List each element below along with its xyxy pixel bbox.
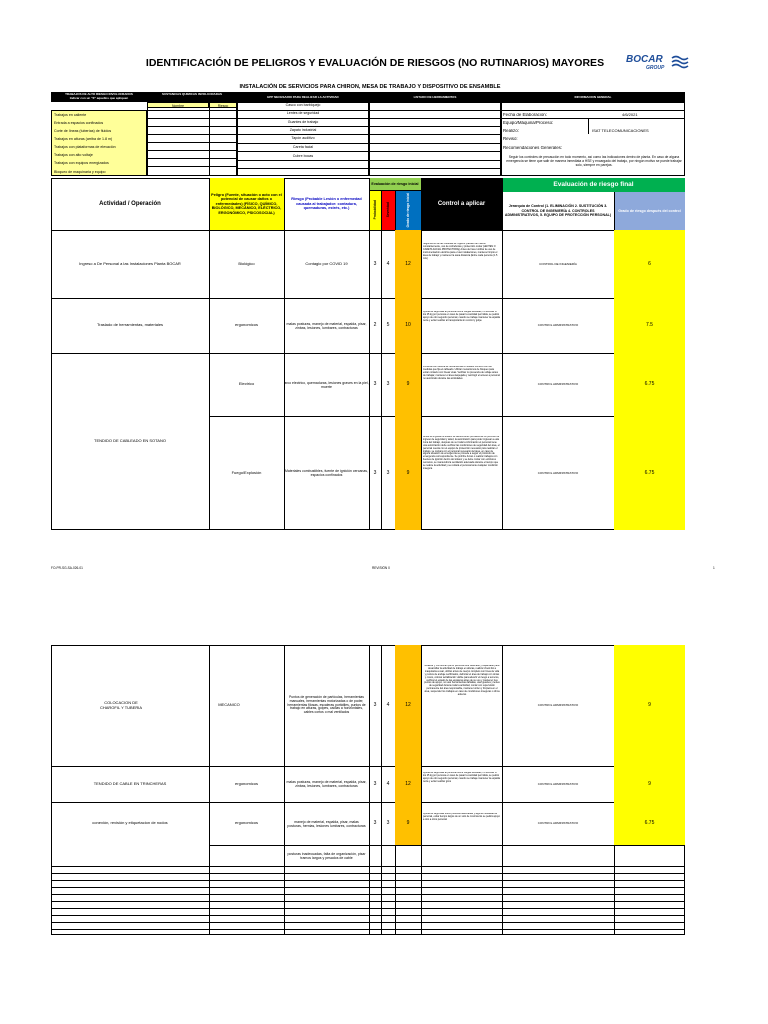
actividad-cell: TENDIDO DE CABLE EN TRINCHERAS <box>93 780 167 786</box>
alto-riesgo-item: Trabajos con equipos energizados <box>54 161 109 165</box>
row-line <box>51 894 685 895</box>
grado-final-text: Grado de riesgo después del control <box>618 208 681 213</box>
jerarquia-cell: CONTROL DE INGENIERÍA <box>539 261 577 266</box>
probabilidad-cell: 3 <box>373 381 377 388</box>
grid-line <box>209 102 210 176</box>
actividad-cell: conexión, revisión y etiquetacion de nodos <box>92 820 168 826</box>
control-header-text: Control a aplicar <box>437 200 486 207</box>
probabilidad-cell: 3 <box>373 780 377 787</box>
bocar-logo <box>624 52 694 76</box>
grid-line <box>147 134 237 135</box>
grado-final-cell: 9 <box>614 645 685 766</box>
epp-item: Cubre bocas <box>292 154 314 158</box>
herramientas-grid <box>369 102 501 176</box>
nombre-label: Nombre <box>147 102 209 108</box>
eval-final-header <box>502 178 685 192</box>
row-line <box>51 873 685 874</box>
epp-item: Careta facial <box>292 145 314 149</box>
riesgo-label: Riesgo <box>209 102 237 108</box>
recomendaciones-label: Recomendaciones Generales: <box>503 146 563 150</box>
grado-inicial-cell: 12 <box>395 766 421 802</box>
actividad-cell: Traslado de herramientas, materiales <box>96 322 164 328</box>
severidad-header <box>381 190 395 230</box>
jerarquia-cell: CONTROL ADMINISTRATIVO <box>537 382 579 387</box>
probabilidad-cell: 3 <box>373 260 377 267</box>
epp-item: Guantes de trabajo <box>287 120 319 124</box>
grado-inicial-cell: 9 <box>395 802 421 845</box>
fecha-value: 4/6/2021 <box>622 113 638 117</box>
grid-line <box>147 126 237 127</box>
equipo-label: Equipo/Máquina/Proceso: <box>503 121 554 125</box>
control-cell: Ayuda de seguridad al personal sobre cargas elevadas, no exceder a los 25 kg por persona en caso de pasar la cantidad permitida, se pedirá apoyo de otro segundo personal, cuando se trabaje mantener la espalda recta y evitar realizar al transportarla sin control y golpe <box>423 311 500 322</box>
jerarquia-cell: CONTROL ADMINISTRATIVO <box>537 781 579 786</box>
eval-inicial-text: Evaluación de riesgo inicial <box>371 181 419 186</box>
peligro-cell: Biológico <box>238 260 255 266</box>
grado-inicial-header <box>395 190 421 230</box>
logo-subtext: GROUP <box>646 65 665 71</box>
grid-line <box>588 118 589 134</box>
severidad-cell: 4 <box>386 702 390 709</box>
grid-line <box>147 142 237 143</box>
grado-final-cell: 6.75 <box>614 353 685 416</box>
jerarquia-cell: CONTROL ADMINISTRATIVO <box>537 323 579 328</box>
riesgo-cell: arco electrico, quemaduras, lesiones graves en la piel, muerte <box>284 380 369 389</box>
jerarquia-cell: CONTROL ADMINISTRATIVO <box>537 470 579 475</box>
control-cell: Realizar y corroborar que el personal esté calificado y capacitado para desarrollar la actividad de trabajo en alturas, realizar check list a maquinaria a usar, utilizar arnés de cuerpo completo con línea de vida y puntos de anclaje certificados, delimitar el área de trabajo con cintas y conos, colocar señalización visible para advertir el riesgo a terceros, verificar el estado de las escaleras antes de su uso y mantener tres puntos de apoyo, no usar herramientas dañadas, usar guantes y lentes de seguridad durante toda la actividad, contar con supervisión permanente del área responsable, mantener orden y limpieza en el área, suspender los trabajos en caso de condiciones inseguras o clima adverso <box>424 665 500 697</box>
jerarquia-header <box>502 192 614 230</box>
riesgo-cell: malas posturas, manejo de material, espalda, pisar, zinbas, lesiones, lumbares, contracturas <box>286 321 367 330</box>
alto-riesgo-item: Trabajos con alto voltaje <box>54 153 93 157</box>
actividad-cell: Ingreso a De Personal a las Instalaciones Planta BOCAR <box>79 260 181 266</box>
riesgo-cell: Contagio por COVID 19 <box>305 260 348 266</box>
grado-final-cell: 9 <box>614 766 685 802</box>
severidad-cell: 3 <box>386 381 390 388</box>
row-line <box>369 190 421 191</box>
row-line <box>51 866 685 867</box>
control-header <box>421 178 502 230</box>
alto-riesgo-item: Entrada a espacios confinados <box>54 121 104 125</box>
peligro-cell: ergonomicos <box>235 820 258 826</box>
grado-inicial-text: Grado de riesgo inicial <box>406 192 410 228</box>
quimicos-grid <box>147 102 237 176</box>
realizo-value: ISAT TELECOMUNICACIONES <box>592 129 649 133</box>
peligro-header-text: Peligro (Fuente, situación o acto con el potencial de causar daños o enfermedades) (FÍSICO, QUÍMICO, BIOLÓGICO, MECÁNICO, ELÉCTRICO, ERGONÓMICO, PSICOSOCIAL) <box>211 192 282 215</box>
jerarquia-cell: CONTROL ADMINISTRATIVO <box>537 703 579 708</box>
grado-inicial-cell: 10 <box>395 298 421 353</box>
grado-final-cell: 7.5 <box>614 298 685 353</box>
riesgo-cell: posturas inadecuadas, falta de organización, pisar tramos largos y pesados de cable <box>287 851 366 860</box>
severidad-cell: 3 <box>386 820 390 827</box>
riesgo-cell: Puntos de generación de partículas, herramientas manuales, herramientas motorizadas o de poder, herramientas filosas, escaleras portátiles, puntos de trabajo en alturas, golpes, caídas a horizontales, cables cortos o mal ventilados <box>287 694 366 715</box>
control-cell: Ayuda de seguridad sobre posturas adecuadas y alguna modalidad al personal, evitar tiempo largos de un solo de movimiento se pedirá apoyo a otro a otros personal <box>423 813 500 821</box>
riesgo-header <box>284 178 369 230</box>
epp-item: Casco con barbiquejo <box>285 103 321 107</box>
grid-line <box>501 110 685 111</box>
reviso-label: Revisó: <box>503 137 518 141</box>
grado-inicial-cell: 9 <box>395 416 421 530</box>
grid-line <box>147 110 237 111</box>
grado-inicial-cell: 9 <box>395 353 421 416</box>
row-line <box>51 915 685 916</box>
alto-riesgo-subtitle: Indicar con un "X" aquellos que apliquen <box>69 95 129 100</box>
peligro-header <box>209 178 284 230</box>
herramientas-header: LISTADO DE HERRAMIENTAS <box>413 95 457 99</box>
page-2 <box>0 645 768 945</box>
grado-final-cell: 6.75 <box>614 416 685 530</box>
peligro-cell: MECANICO <box>218 702 240 708</box>
quimicos-header: SUSTANCIAS QUIMICAS INVOLUCRADAS <box>161 92 223 96</box>
peligro-cell: Fuego/Explosión <box>231 469 262 475</box>
alto-riesgo-item: Trabajos con plataformas de elevación <box>54 145 116 149</box>
fecha-label: Fecha de Elaboración: <box>503 113 547 117</box>
footer-revision: REVISIÓN 0 <box>372 566 390 570</box>
epp-item: Zapato industrial <box>289 128 317 132</box>
probabilidad-cell: 3 <box>373 820 377 827</box>
row-line <box>51 908 685 909</box>
jerarquia-cell: CONTROL ADMINISTRATIVO <box>537 821 579 826</box>
grado-final-cell: 6 <box>614 230 685 298</box>
document-title: IDENTIFICACIÓN DE PELIGROS Y EVALUACIÓN DE RIESGOS (NO RUTINARIOS) MAYORES <box>145 57 605 69</box>
epp-item: Lentes de seguridad <box>286 111 320 115</box>
grid-line <box>147 166 237 167</box>
peligro-cell: ergonomicos <box>235 780 258 786</box>
epp-header: EPP NECESARIO PARA REALIZAR LA ACTIVIDAD <box>267 95 339 99</box>
riesgo-header-text: Riesgo (Probable Lesión o enfermedad causada al trabajador: contadura, quemaduras, estrés, etc.) <box>291 197 362 211</box>
bocar-wave-icon <box>671 55 689 69</box>
row-line <box>51 901 685 902</box>
control-cell: Personal con deberá de herramientas en estado correcto con las medidas que fija el cableado. Utilizar mecanismos de bloqueo para evitar contacto con líneas vivas. Verificar no presencia de voltaje antes de trabajar, mantener el área despejada y restringir el acceso a personal no autorizado durante las actividades <box>423 366 500 380</box>
alto-riesgo-item: Trabajos en caliente <box>54 113 87 117</box>
alto-riesgo-item: Trabajos en alturas (arriba de 1.8 m) <box>54 137 113 141</box>
recomendaciones-text: Seguir los controles de precaución en todo momento, así como las indicaciones dentro de planta. En caso de alguna emergencia se tiene que salir de manera inmediata a HSE y encargado del trabajo, por ningún motivo se puede trabajar solo, siempre en parejas. <box>506 155 682 167</box>
jerarquia-text: Jerarquía de Control (1. ELIMINACIÓN 2. SUSTITUCIÓN 3. CONTROL DE INGENIERÍA 4. CONTROLES ADMINISTRATIVOS, 5. EQUIPO DE PROTECCIÓN PERSONAL) <box>504 204 612 218</box>
severidad-cell: 5 <box>386 322 390 329</box>
logo-text: BOCAR <box>626 54 663 65</box>
alto-riesgo-item: Bloqueo de maquinaria y equipo <box>54 170 106 174</box>
control-cell: Antes de ingresar al sótano se deberá tener previamente un permiso de ingreso de seguridad y salud, la autorización para poder ingresar a esta zona del trabajo, después de ver toda la información el personal tiene una autorización debe verificar las condiciones de seguridad del área, el personal cuenta con el equipo de protección necesario para realizar el trabajo, se contara con el personal necesario del área, en caso de alguna situación de emergencia se procede a seguir el protocolo de emergencia correspondiente. Se prohíbe fumar o realizar trabajos con fuentes de ignición dentro del sótano y se debe contar con extintores cercanos, se mantendrá la ventilación adecuada durante el tiempo que se realice la actividad y se retirará el personal ante cualquier condición insegura <box>423 436 500 470</box>
probabilidad-cell: 2 <box>373 322 377 329</box>
severidad-cell: 4 <box>386 780 390 787</box>
row-line <box>51 929 685 930</box>
grado-inicial-cell: 12 <box>395 645 421 766</box>
grid-line <box>147 158 237 159</box>
riesgo-cell: malas posturas, manejo de material, espalda, pisar, zinbas, lesiones, lumbares, contracturas <box>286 780 367 788</box>
grado-final-cell: 6.75 <box>614 802 685 845</box>
riesgo-cell: Materiales combustibles, fuente de ignición cercanas, espacios confinados <box>284 469 369 477</box>
alto-riesgo-title: TRABAJOS DE ALTO RIESGO INVOLUCRADOS <box>65 92 133 96</box>
grado-inicial-cell: 12 <box>395 230 421 298</box>
probabilidad-header <box>369 190 381 230</box>
grid-line <box>147 150 237 151</box>
probabilidad-cell: 3 <box>373 469 377 476</box>
control-cell: Ayuda de seguridad al personal sobre cargas elevadas, no exceder a los 25 kg por persona en caso de pasar la cantidad permitida, se pedirá apoyo de otro segundo personal, cuando se trabaje mantener la espalda recta y evitar realizar giros <box>423 772 500 783</box>
row-line <box>51 887 685 888</box>
footer-code: FO-PR-SG-SA-026-01 <box>51 566 83 570</box>
actividad-cell: TENDIDO DE CABLEADO EN SOTANO <box>94 438 166 444</box>
alto-riesgo-item: Corte de líneas (tuberías) de fluidos <box>54 129 112 133</box>
actividad-cell: COLOCACION DE CHAROFIL Y TUBERIA <box>99 699 143 710</box>
row-line <box>51 880 685 881</box>
row-line <box>209 845 685 846</box>
actividad-header <box>51 178 209 230</box>
actividad-header-text: Actividad / Operación <box>99 200 161 207</box>
footer-page-number: 1 <box>713 566 715 570</box>
eval-inicial-header <box>369 178 421 190</box>
grid-line <box>501 118 685 119</box>
realizo-label: Realizó: <box>503 129 519 133</box>
peligro-cell: ergonomicos <box>235 322 258 328</box>
document-subtitle: INSTALACIÓN DE SERVICIOS PARA CHIRON, MESA DE TRABAJO Y DISPOSITIVO DE ENSAMBLE <box>239 84 501 90</box>
eval-final-text: Evaluación de riesgo final <box>553 180 634 188</box>
col-line <box>421 645 422 935</box>
probabilidad-text: Probabilidad <box>373 200 377 220</box>
peligro-cell: Electrico <box>238 381 255 387</box>
severidad-cell: 3 <box>386 469 390 476</box>
grado-final-header <box>614 192 685 230</box>
grid-line <box>147 118 237 119</box>
alto-riesgo-list <box>51 110 147 176</box>
control-cell: Seguimiento de las medidas de Higiene (Lavado de manos constantemente, uso de cubrebocas y protección ocular (LENTES O CARETA FACIAL PROTECTORA)) Antes de hacer utilizar de uso de instrumentación eléctrica para el uso instalaciones, mantener limpio el área de trabajo y mantener la sana distancia (Entre cada persona (1.5 mts) <box>423 243 498 260</box>
severidad-cell: 4 <box>386 260 390 267</box>
alto-riesgo-header <box>51 92 147 102</box>
epp-item: Tapón auditivo <box>291 136 315 140</box>
probabilidad-cell: 3 <box>373 702 377 709</box>
row-line <box>51 922 685 923</box>
riesgo-cell: manejo de material, espalda, pisar, malas posturas, hernias, lesiones lumbares, contracturas <box>287 819 366 828</box>
info-header: INFORMACION GENERAL <box>574 95 612 99</box>
severidad-text: Severidad <box>386 202 390 218</box>
